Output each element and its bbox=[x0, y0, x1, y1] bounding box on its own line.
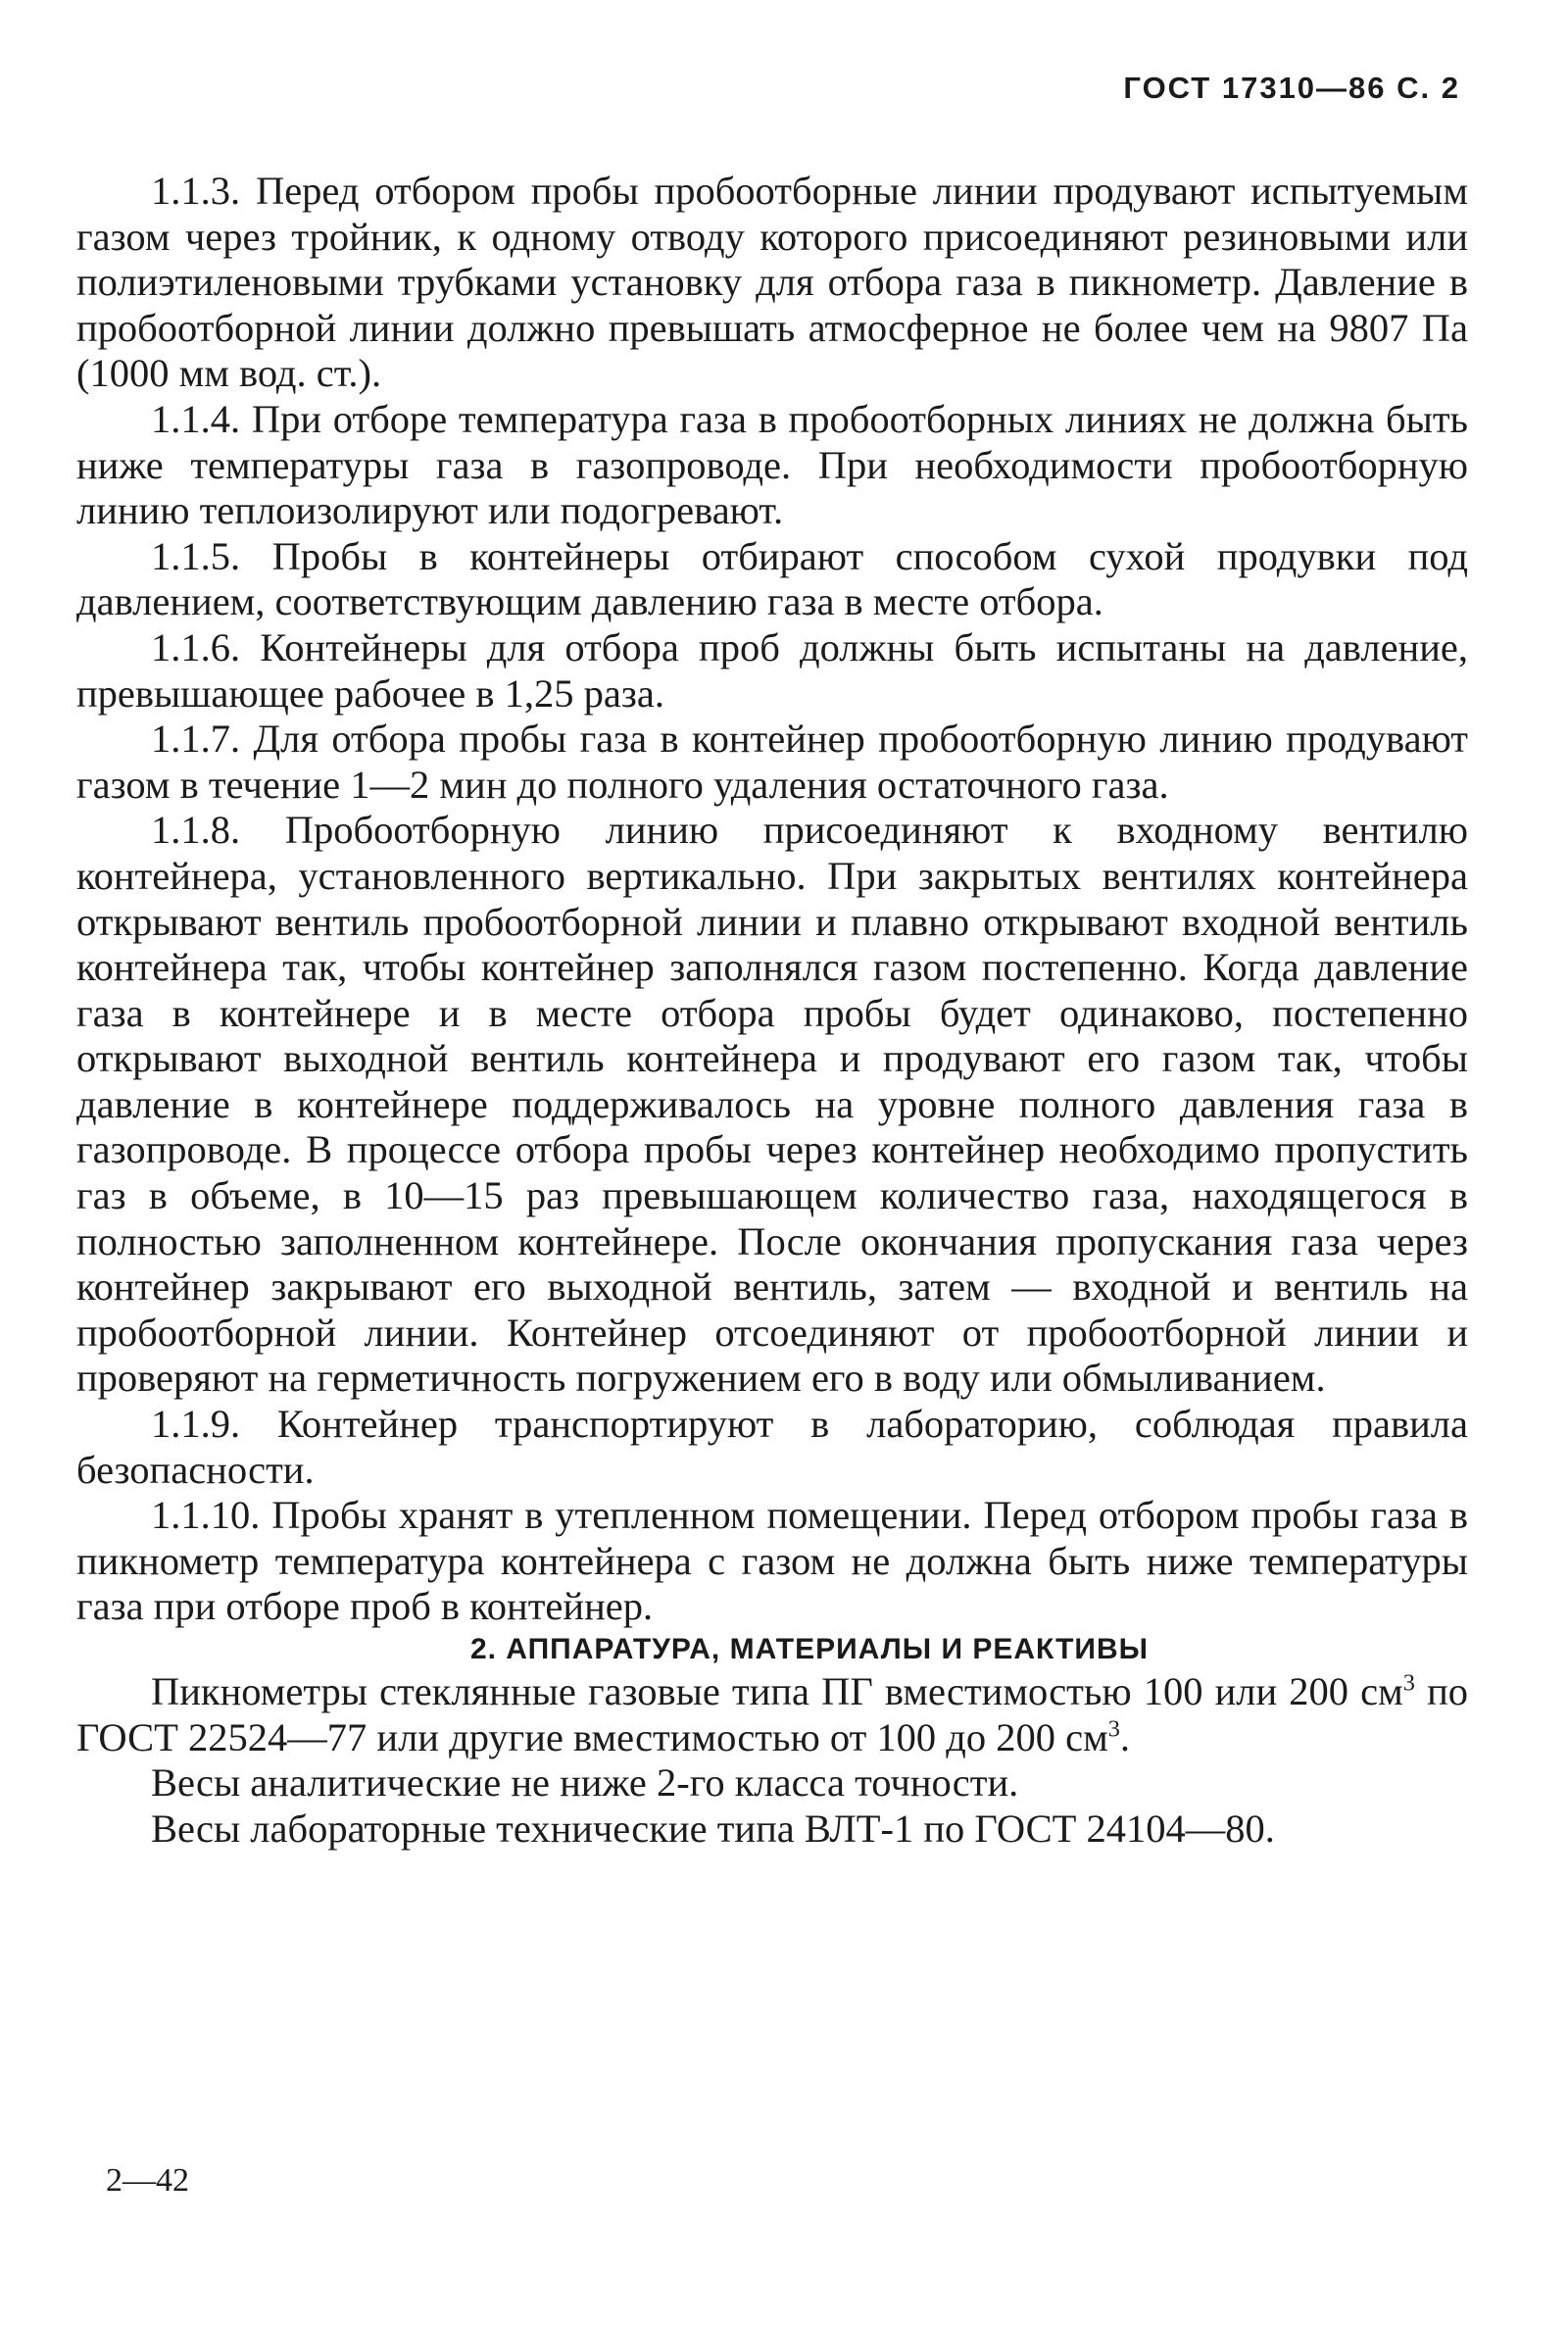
superscript-cubic-a: 3 bbox=[1402, 1669, 1415, 1697]
paragraph-1-1-8: 1.1.8. Пробоотборную линию присоединяют к входному вентилю контейнера, установленного вертикально. При закрытых вентилях контейнера открывают вентиль пробоотборной линии и плавно открывают входной вентиль контейнера так, чтобы контейнер заполнялся газом постепенно. Когда давление газа в контейнере и в месте отбора пробы будет одинаково, постепенно открывают выходной вентиль контейнера и продувают его газом так, чтобы давление в контейнере поддерживалось на уровне полного давления газа в газопроводе. В процессе отбора пробы через контейнер необходимо пропустить газ в объеме, в 10—15 раз превышающем количество газа, находящегося в полностью заполненном контейнере. После окончания пропускания газа через контейнер закрывают его выходной вентиль, затем — входной и вентиль на пробоотборной линии. Контейнер отсоединяют от пробоотборной линии и проверяют на герметичность погружением его в воду или обмыливанием. bbox=[76, 808, 1468, 1401]
paragraph-1-1-4: 1.1.4. При отборе температура газа в пробоотборных линиях не должна быть ниже температуры газа в газопроводе. При необходимости пробоотборную линию теплоизолируют или подогревают. bbox=[76, 396, 1468, 533]
superscript-cubic-b: 3 bbox=[1107, 1715, 1120, 1743]
paragraph-1-1-10: 1.1.10. Пробы хранят в утепленном помещении. Перед отбором пробы газа в пикнометр температура контейнера с газом не должна быть ниже температуры газа при отборе проб в контейнер. bbox=[76, 1493, 1468, 1629]
paragraph-1-1-6: 1.1.6. Контейнеры для отбора проб должны быть испытаны на давление, превышающее рабочее в 1,25 раза. bbox=[76, 624, 1468, 716]
paragraph-1-1-7: 1.1.7. Для отбора пробы газа в контейнер пробоотборную линию продувают газом в течение 1—2 мин до полного удаления остаточного газа. bbox=[76, 717, 1468, 807]
paragraph-analytical-balance: Весы аналитические не ниже 2-го класса точности. bbox=[151, 1760, 1019, 1806]
pycnometer-text-a: Пикнометры стеклянные газовые типа ПГ вместимостью 100 или 200 см bbox=[151, 1669, 1403, 1713]
pycnometer-text-c: . bbox=[1119, 1714, 1131, 1759]
body-text bbox=[76, 169, 1468, 1852]
paragraph-1-1-3: 1.1.3. Перед отбором пробы пробоотборные линии продувают испытуемым газом через тройник, к одному отводу которого присоединяют резиновыми или полиэтиленовыми трубками установку для отбора газа в пикнометр. Давление в пробоотборной линии должно превышать атмосферное не более чем на 9807 Па (1000 мм вод. ст.). bbox=[76, 169, 1468, 396]
paragraph-lab-balance: Весы лабораторные технические типа ВЛТ-1 по ГОСТ 24104—80. bbox=[151, 1806, 1275, 1851]
paragraph-pycnometers bbox=[76, 1669, 1468, 1760]
page-footer-code: 2—42 bbox=[106, 2162, 189, 2199]
running-header: ГОСТ 17310—86 С. 2 bbox=[1123, 71, 1460, 105]
paragraph-1-1-5: 1.1.5. Пробы в контейнеры отбирают способом сухой продувки под давлением, соответствующим давлению газа в месте отбора. bbox=[76, 533, 1468, 624]
pycnometer-text-b: по ГОСТ 22524—77 или другие вместимостью от 100 до 200 см bbox=[76, 1669, 1468, 1759]
section-heading: 2. АППАРАТУРА, МАТЕРИАЛЫ И РЕАКТИВЫ bbox=[469, 1633, 1150, 1665]
paragraph-1-1-9: 1.1.9. Контейнер транспортируют в лабораторию, соблюдая правила безопасности. bbox=[76, 1402, 1468, 1492]
